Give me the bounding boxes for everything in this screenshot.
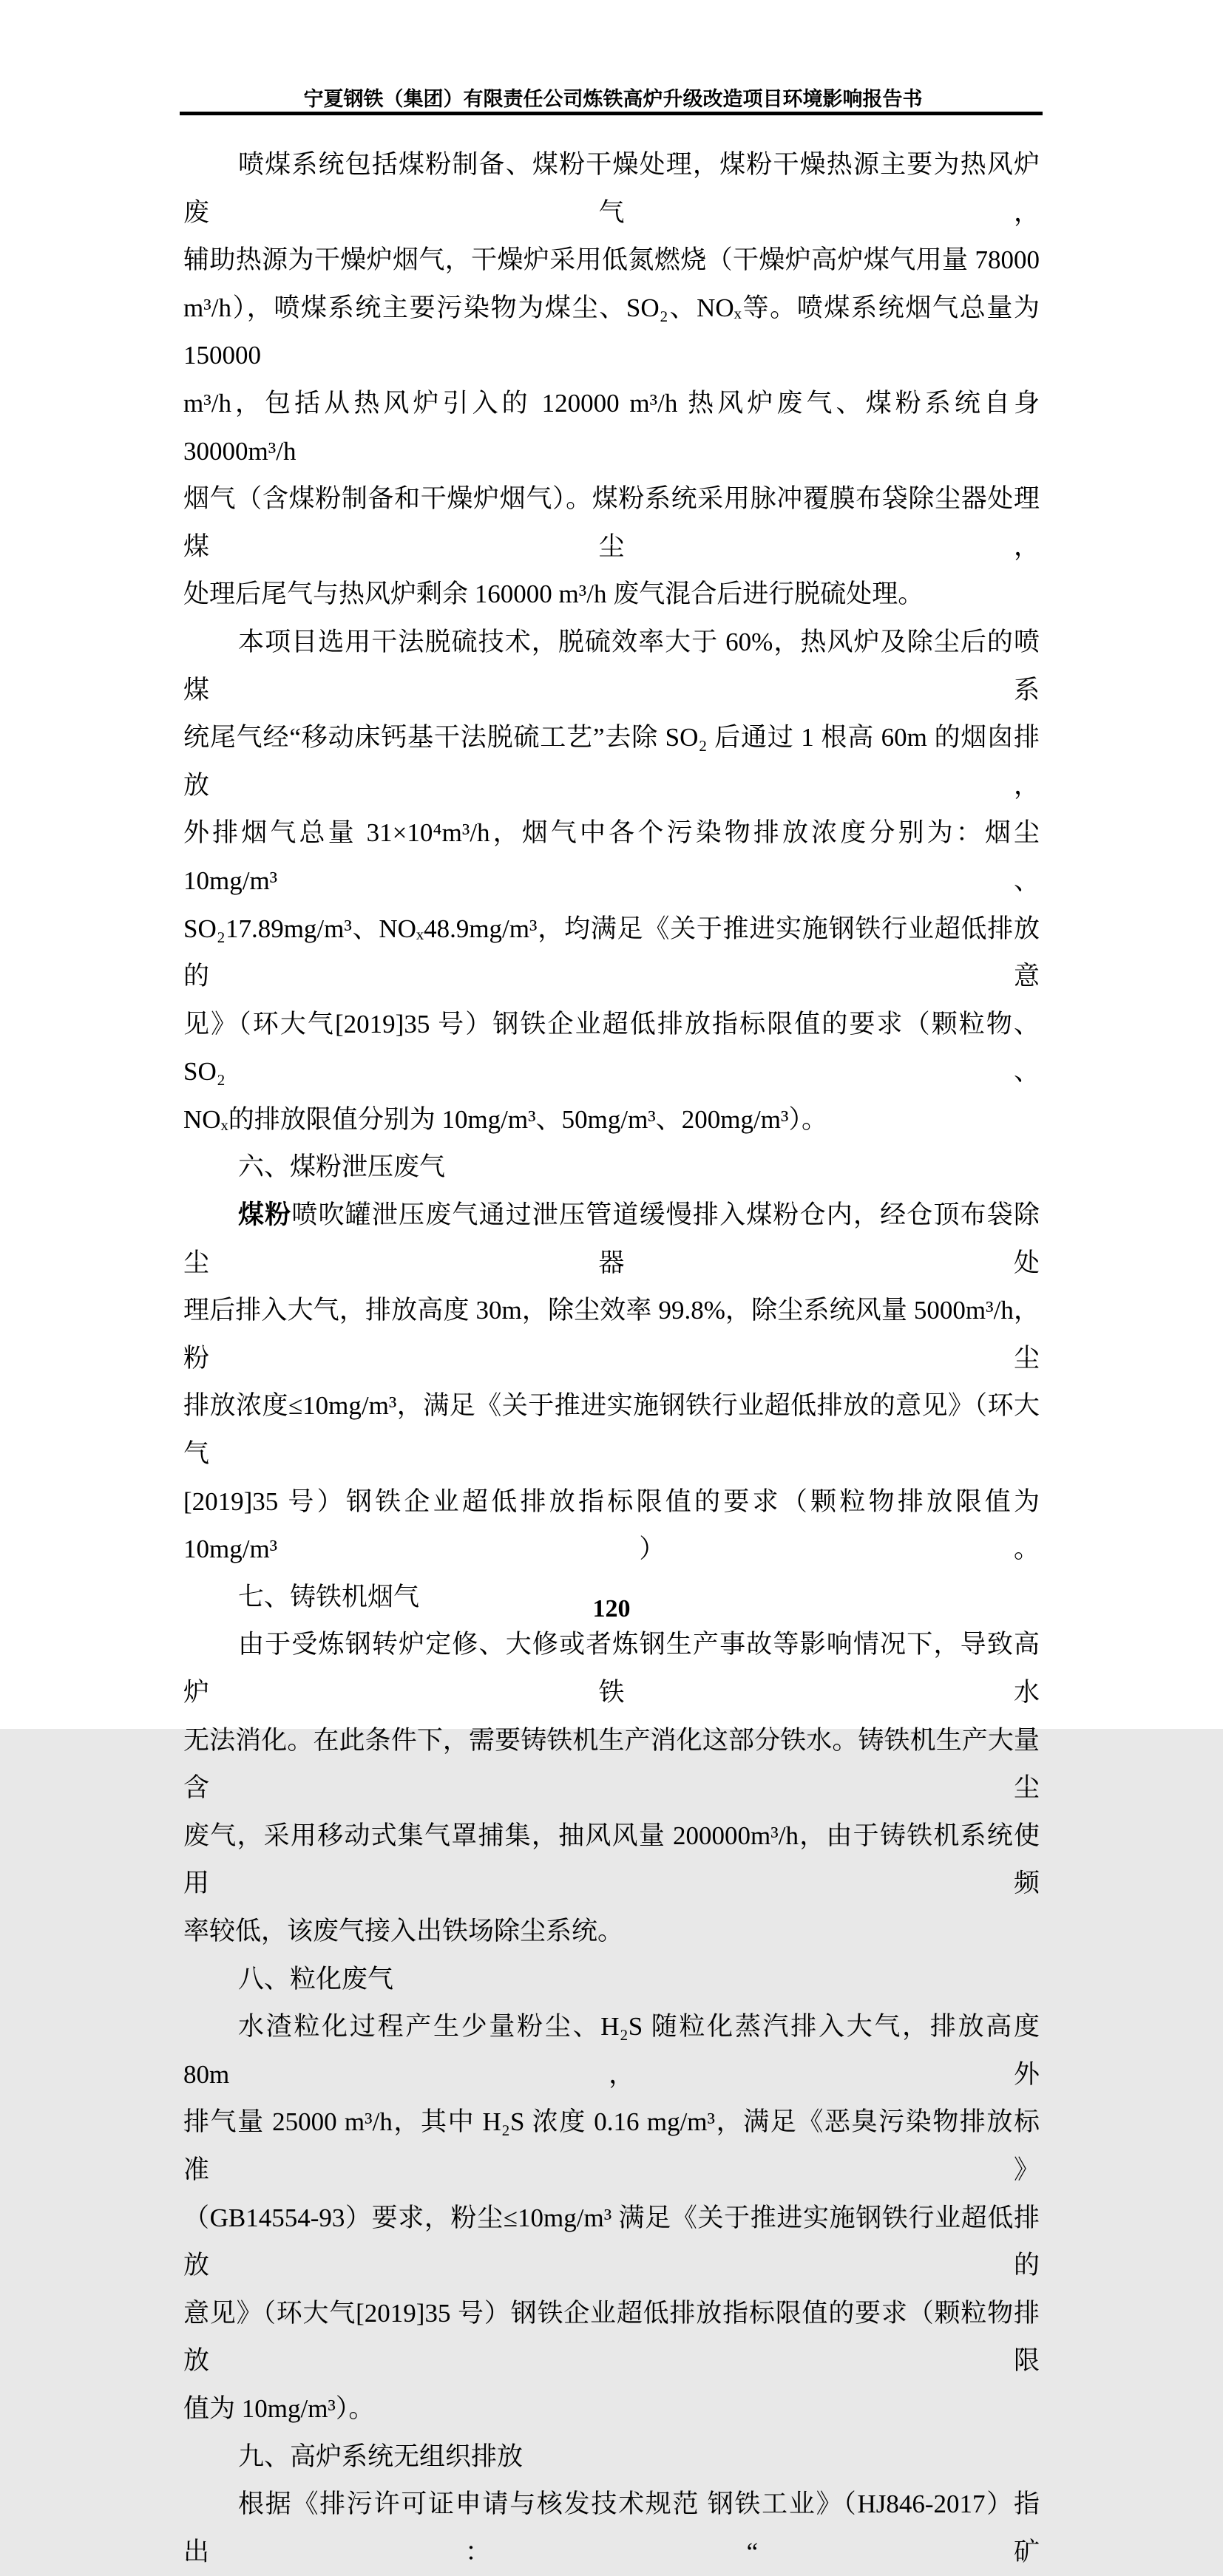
text-line [183, 1192, 1040, 1287]
text-line: 见》（环大气[2019]35 号）钢铁企业超低排放指标限值的要求（颗粒物、SO₂、 [183, 1009, 1040, 1087]
text-line: 辅助热源为干燥炉烟气，干燥炉采用低氮燃烧（干燥炉高炉煤气用量 78000 [183, 245, 1040, 275]
text-line: 喷煤系统包括煤粉制备、煤粉干燥处理，煤粉干燥热源主要为热风炉废气， [183, 150, 1040, 227]
bold-run: 煤粉 [238, 1200, 292, 1230]
text-line: 处理后尾气与热风炉剩余 160000 m³/h 废气混合后进行脱硫处理。 [183, 580, 924, 609]
header-rule [180, 112, 1043, 115]
text-line: SO₂17.89mg/m³、NOₓ48.9mg/m³，均满足《关于推进实施钢铁行业超低排放的意 [183, 914, 1040, 991]
text-line: 水渣粒化过程产生少量粉尘、H₂S 随粒化蒸汽排入大气，排放高度 80m，外 [183, 2012, 1040, 2089]
text-line: 统尾气经“移动床钙基干法脱硫工艺”去除 SO₂ 后通过 1 根高 60m 的烟囱排放， [183, 723, 1040, 800]
section-heading-9: 九、高炉系统无组织排放 [238, 2441, 524, 2471]
text-line: NOₓ的排放限值分别为 10mg/m³、50mg/m³、200mg/m³）。 [183, 1104, 827, 1134]
text-line: 根据《排污许可证申请与核发技术规范 钢铁工业》（HJ846-2017）指出：“矿 [183, 2490, 1040, 2566]
section-heading-8: 八、粒化废气 [238, 1964, 394, 1994]
text-line: 本项目选用干法脱硫技术，脱硫效率大于 60%，热风炉及除尘后的喷煤系 [183, 627, 1040, 704]
text-line: 率较低，该废气接入出铁场除尘系统。 [183, 1916, 624, 1945]
text-line: 理后排入大气，排放高度 30m，除尘效率 99.8%，除尘系统风量 5000m³/h，粉尘 [183, 1296, 1040, 1373]
running-header-title: 宁夏钢铁（集团）有限责任公司炼铁高炉升级改造项目环境影响报告书 [303, 88, 923, 110]
section-heading-7: 七、铸铁机烟气 [238, 1582, 420, 1611]
text-line: 值为 10mg/m³）。 [183, 2393, 375, 2423]
text-line: 烟气（含煤粉制备和干燥炉烟气）。煤粉系统采用脉冲覆膜布袋除尘器处理煤尘， [183, 484, 1040, 561]
text-line: 意见》（环大气[2019]35 号）钢铁企业超低排放指标限值的要求（颗粒物排放限 [183, 2298, 1040, 2376]
text-line: m³/h），喷煤系统主要污染物为煤尘、SO₂、NOₓ等。喷煤系统烟气总量为 150000 [183, 293, 1040, 370]
text-line: 排气量 25000 m³/h，其中 H₂S 浓度 0.16 mg/m³，满足《恶臭污染物排放标准》 [183, 2107, 1040, 2184]
text-line: [2019]35 号）钢铁企业超低排放指标限值的要求（颗粒物排放限值为 10mg/m³）。 [183, 1486, 1040, 1564]
text-line: 由于受炼钢转炉定修、大修或者炼钢生产事故等影响情况下，导致高炉铁水 [183, 1630, 1040, 1707]
text-line: 外排烟气总量 31×10⁴m³/h，烟气中各个污染物排放浓度分别为：烟尘 10mg/m³、 [183, 818, 1040, 895]
body-text [183, 141, 1040, 2576]
section-heading-6: 六、煤粉泄压废气 [238, 1152, 446, 1182]
text-line: 无法消化。在此条件下，需要铸铁机生产消化这部分铁水。铸铁机生产大量含尘 [183, 1725, 1040, 1803]
text-line: 排放浓度≤10mg/m³，满足《关于推进实施钢铁行业超低排放的意见》（环大气 [183, 1391, 1040, 1469]
page-number: 120 [592, 1595, 631, 1622]
text-run: 喷吹罐泄压废气通过泄压管道缓慢排入煤粉仓内，经仓顶布袋除尘器处 [183, 1200, 1040, 1277]
text-line: 废气，采用移动式集气罩捕集，抽风风量 200000m³/h，由于铸铁机系统使用频 [183, 1821, 1040, 1898]
text-line: m³/h，包括从热风炉引入的 120000 m³/h 热风炉废气、煤粉系统自身 30000m³/h [183, 388, 1040, 466]
text-line: （GB14554-93）要求，粉尘≤10mg/m³ 满足《关于推进实施钢铁行业超低排放的 [183, 2203, 1040, 2280]
